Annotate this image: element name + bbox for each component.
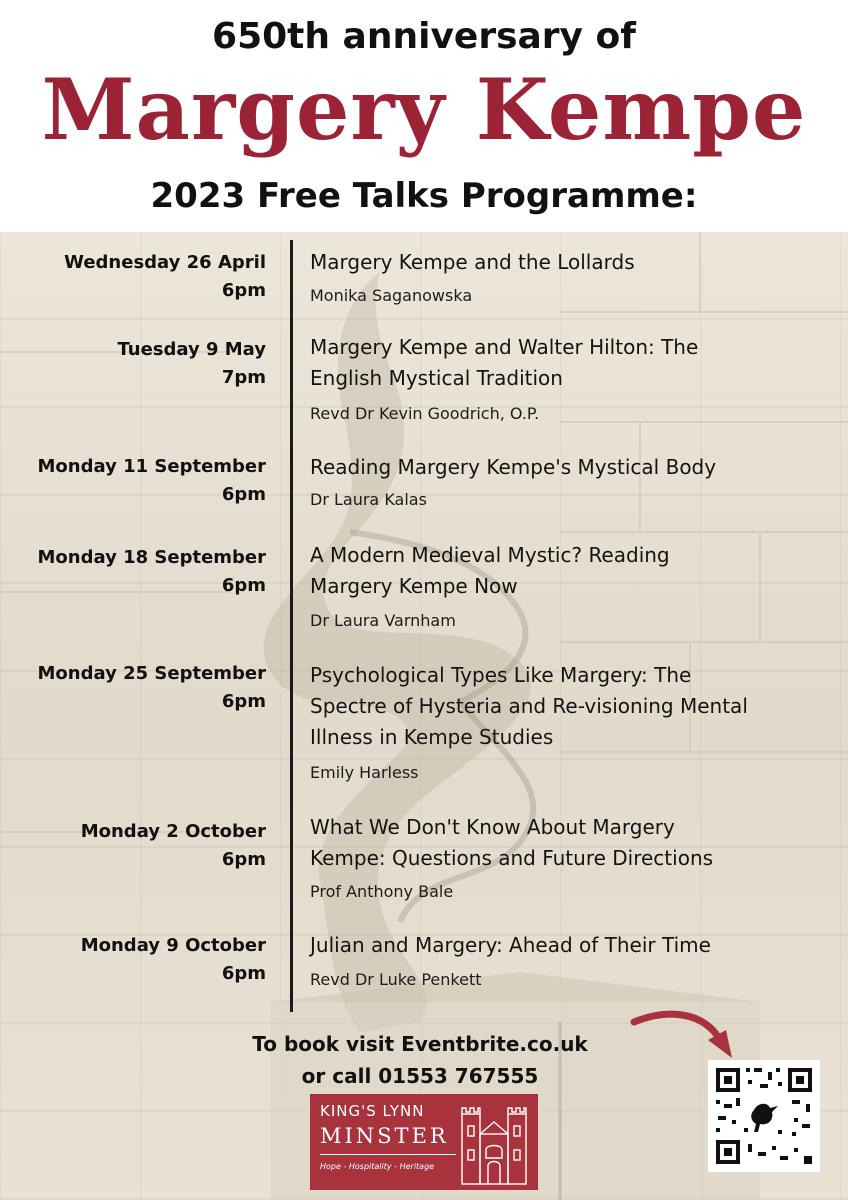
talk-title xyxy=(310,930,835,961)
logo-rule xyxy=(320,1154,456,1155)
talk-title-line: Margery Kempe Now xyxy=(310,574,518,598)
talk-speaker: Monika Saganowska xyxy=(310,286,473,305)
talk-day: Monday 11 September xyxy=(37,456,266,477)
talk-speaker: Dr Laura Varnham xyxy=(310,611,456,630)
talk-title-line: Spectre of Hysteria and Re-visioning Mental xyxy=(310,694,748,718)
qr-code-icon[interactable] xyxy=(708,1060,820,1172)
talk-day: Monday 18 September xyxy=(37,547,266,568)
talk-day: Tuesday 9 May xyxy=(117,339,266,360)
talk-day: Monday 25 September xyxy=(37,663,266,684)
talk-title-line: Julian and Margery: Ahead of Their Time xyxy=(310,933,711,957)
talk-title xyxy=(310,247,835,278)
talk-title-line: Psychological Types Like Margery: The xyxy=(310,663,692,687)
talk-speaker: Emily Harless xyxy=(310,763,419,782)
talk-title-line: Margery Kempe and the Lollards xyxy=(310,250,635,274)
talk-day: Wednesday 26 April xyxy=(64,252,266,273)
talk-date xyxy=(0,453,266,509)
talk-date xyxy=(0,660,266,716)
talk-title xyxy=(310,812,835,874)
logo-line-two: MINSTER xyxy=(320,1124,449,1148)
talk-date xyxy=(0,544,266,600)
anniversary-heading: 650th anniversary of xyxy=(212,16,636,57)
talk-date xyxy=(0,249,266,305)
talk-time: 6pm xyxy=(221,484,266,505)
talk-day: Monday 9 October xyxy=(80,935,266,956)
talk-title-line: A Modern Medieval Mystic? Reading xyxy=(310,543,670,567)
talk-date xyxy=(0,818,266,874)
talk-title xyxy=(310,452,835,483)
talk-day: Monday 2 October xyxy=(80,821,266,842)
poster-header xyxy=(0,0,848,232)
talk-time: 6pm xyxy=(221,849,266,870)
talk-time: 6pm xyxy=(221,280,266,301)
talk-time: 6pm xyxy=(221,691,266,712)
church-icon xyxy=(458,1100,532,1186)
talk-title-line: Illness in Kempe Studies xyxy=(310,725,554,749)
talk-speaker: Dr Laura Kalas xyxy=(310,490,427,509)
curved-arrow-icon xyxy=(628,1004,738,1064)
booking-phone: or call 01553 767555 xyxy=(301,1064,539,1088)
talk-speaker: Prof Anthony Bale xyxy=(310,882,454,901)
talk-title-line: Reading Margery Kempe's Mystical Body xyxy=(310,455,717,479)
qr-code-graphic xyxy=(708,1060,820,1172)
programme-heading: 2023 Free Talks Programme: xyxy=(150,176,698,216)
talk-time: 6pm xyxy=(221,963,266,984)
talk-title xyxy=(310,332,835,394)
talk-title xyxy=(310,540,835,602)
talk-speaker: Revd Dr Kevin Goodrich, O.P. xyxy=(310,404,540,423)
talk-title-line: Margery Kempe and Walter Hilton: The xyxy=(310,335,699,359)
talk-title-line: What We Don't Know About Margery xyxy=(310,815,675,839)
talk-speaker: Revd Dr Luke Penkett xyxy=(310,970,482,989)
talk-title xyxy=(310,660,835,753)
logo-line-one: KING'S LYNN xyxy=(320,1102,425,1120)
talk-title-line: Kempe: Questions and Future Directions xyxy=(310,846,714,870)
logo-tagline: Hope - Hospitality - Heritage xyxy=(320,1162,435,1171)
talk-title-line: English Mystical Tradition xyxy=(310,366,563,390)
talk-time: 6pm xyxy=(221,575,266,596)
booking-website: To book visit Eventbrite.co.uk xyxy=(252,1032,588,1056)
talk-date xyxy=(0,932,266,988)
timeline-divider xyxy=(290,240,293,1012)
talk-date xyxy=(0,336,266,392)
kings-lynn-minster-logo xyxy=(310,1094,538,1190)
talk-time: 7pm xyxy=(221,367,266,388)
margery-kempe-title: Margery Kempe xyxy=(41,60,807,159)
